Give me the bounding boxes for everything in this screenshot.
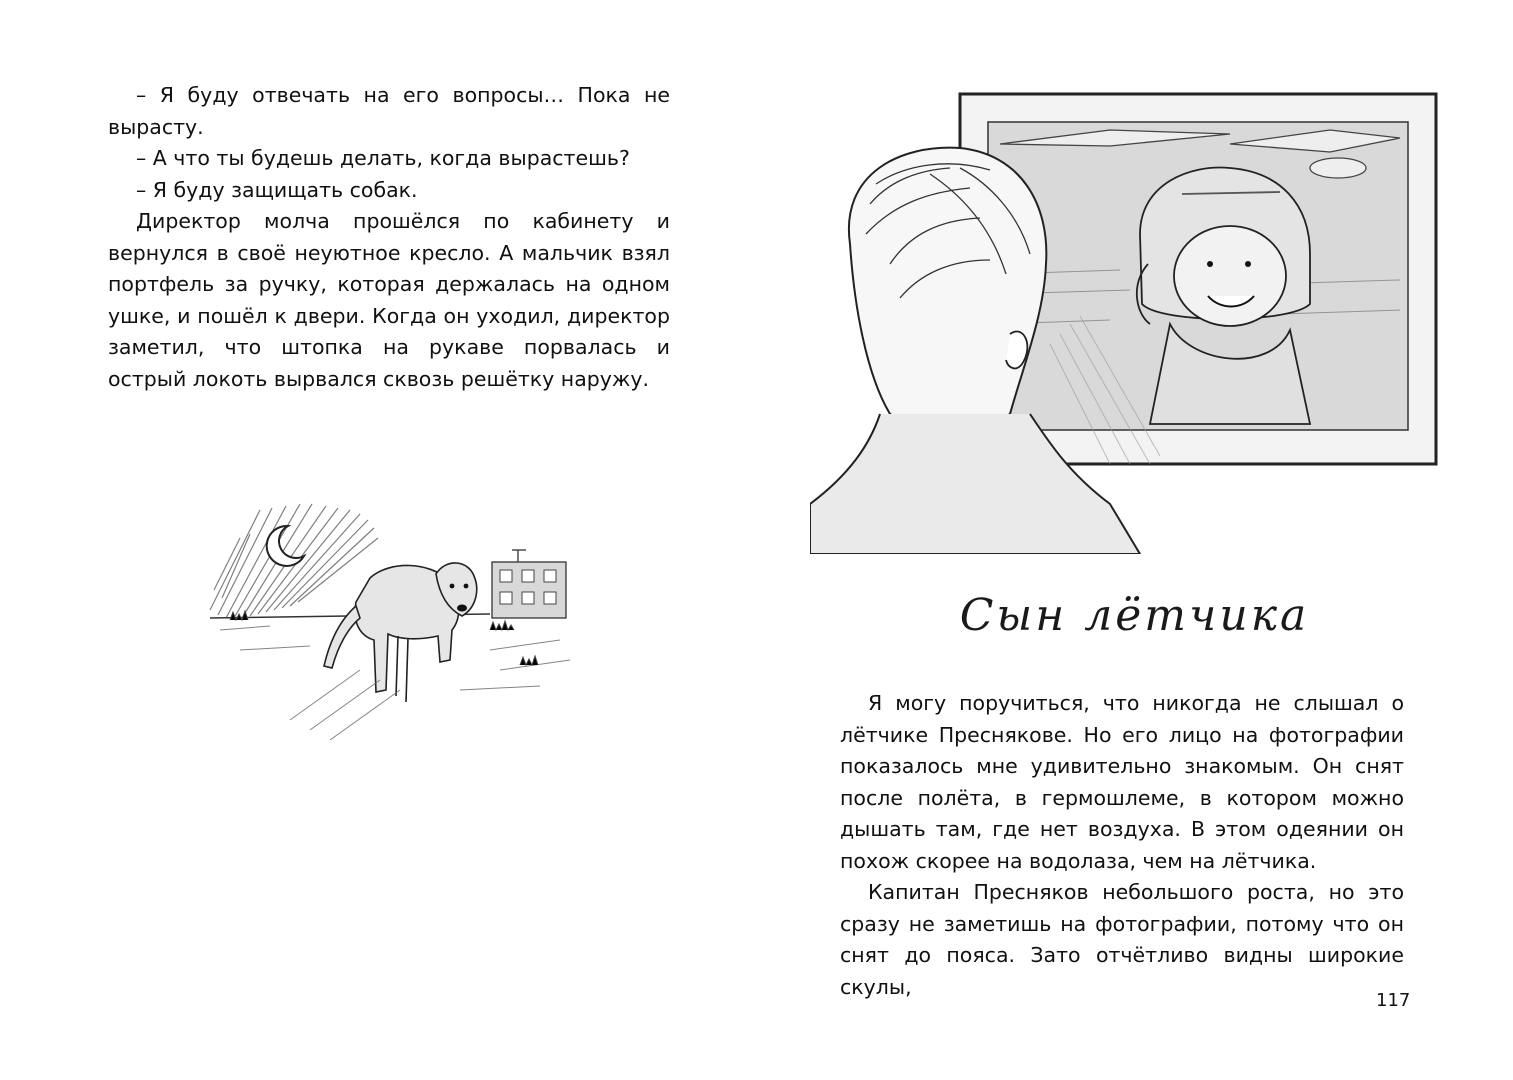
paragraph: Директор молча прошёлся по кабинету и вернулся в своё неуютное кресло. А мальчик взял портфель за ручку, которая держалась на одном ушке, и пошёл к двери. Когда он уходил, директор заметил, что штопка на рукаве порвалась и острый локоть вырвался сквозь решётку наружу. — [108, 209, 670, 391]
dog-night-illustration — [200, 490, 590, 750]
paragraph: Я могу поручиться, что никогда не слышал о лётчике Преснякове. Но его лицо на фотографии показалось мне удивительно знакомым. Он снят после полёта, в гермошлеме, в котором можно дышать там, где нет воздуха. В этом одеянии он похож скорее на водолаза, чем на лётчика. — [840, 691, 1404, 873]
paragraph: – Я буду защищать собак. — [136, 177, 418, 202]
chapter-title: Сын лётчика — [959, 590, 1310, 641]
left-page-text — [108, 80, 670, 395]
page-number: 117 — [1376, 990, 1411, 1011]
left-page — [0, 0, 756, 1080]
paragraph: – Я буду отвечать на его вопросы… Пока не вырасту. — [108, 83, 670, 139]
paragraph: – А что ты будешь делать, когда вырастешь? — [136, 146, 630, 170]
right-page — [756, 0, 1513, 1080]
right-page-text — [840, 688, 1404, 1003]
paragraph: Капитан Пресняков небольшого роста, но это сразу не заметишь на фотографии, потому что он снят до пояса. Зато отчётливо видны широкие скулы, — [840, 880, 1404, 999]
pilot-portrait-illustration — [810, 84, 1450, 554]
